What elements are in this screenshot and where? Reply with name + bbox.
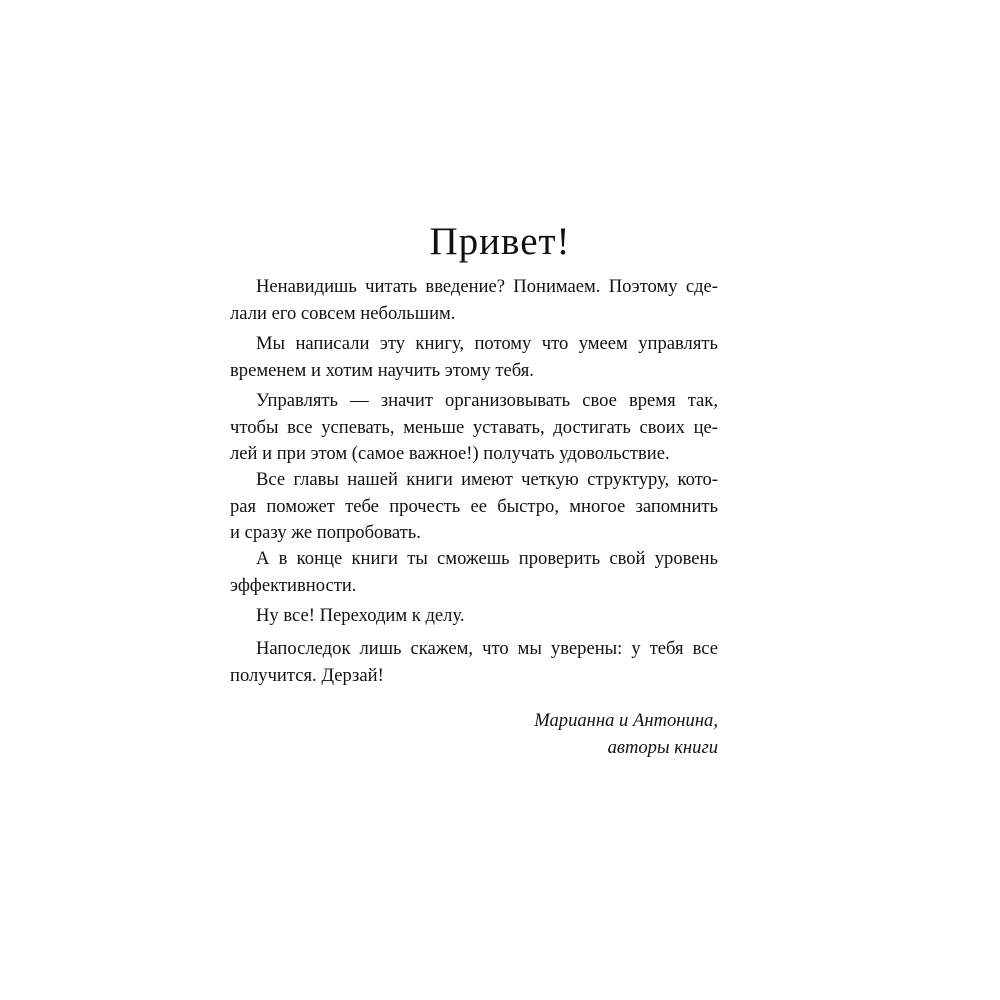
signature-names: Марианна и Антонина,: [534, 710, 718, 731]
paragraph-1: [230, 274, 718, 327]
paragraph-line: Напоследок лишь скажем, что мы уверены: у тебя все: [256, 638, 718, 659]
paragraph-2: [230, 331, 718, 384]
paragraph-line: Ну все! Переходим к делу.: [256, 605, 465, 626]
paragraph-line: Все главы нашей книги имеют четкую структуру, кото-: [256, 469, 718, 490]
page-title: Привет!: [429, 220, 571, 263]
paragraph-4: [230, 467, 718, 547]
paragraph-line: и сразу же попробовать.: [230, 522, 421, 543]
author-signature: [430, 708, 718, 761]
signature-role: авторы книги: [607, 736, 718, 758]
paragraph-line: временем и хотим научить этому тебя.: [230, 359, 534, 381]
paragraph-7: [230, 636, 718, 689]
paragraph-line: рая поможет тебе прочесть ее быстро, многое запомнить: [230, 495, 718, 517]
paragraph-line: Управлять — значит организовывать свое время так,: [256, 390, 718, 411]
paragraph-line: чтобы все успевать, меньше уставать, достигать своих це-: [230, 416, 718, 438]
paragraph-line: А в конце книги ты сможешь проверить свой уровень: [256, 548, 718, 569]
paragraph-line: эффективности.: [230, 574, 357, 596]
paragraph-line: Мы написали эту книгу, потому что умеем управлять: [256, 333, 718, 354]
paragraph-line: лей и при этом (самое важное!) получать удовольствие.: [230, 443, 670, 464]
paragraph-3: [230, 388, 718, 468]
paragraph-5: [230, 546, 718, 599]
paragraph-line: получится. Дерзай!: [230, 664, 384, 686]
paragraph-line: лали его совсем небольшим.: [230, 302, 456, 324]
paragraph-6: [230, 603, 718, 630]
paragraph-line: Ненавидишь читать введение? Понимаем. Поэтому сде-: [256, 276, 718, 297]
